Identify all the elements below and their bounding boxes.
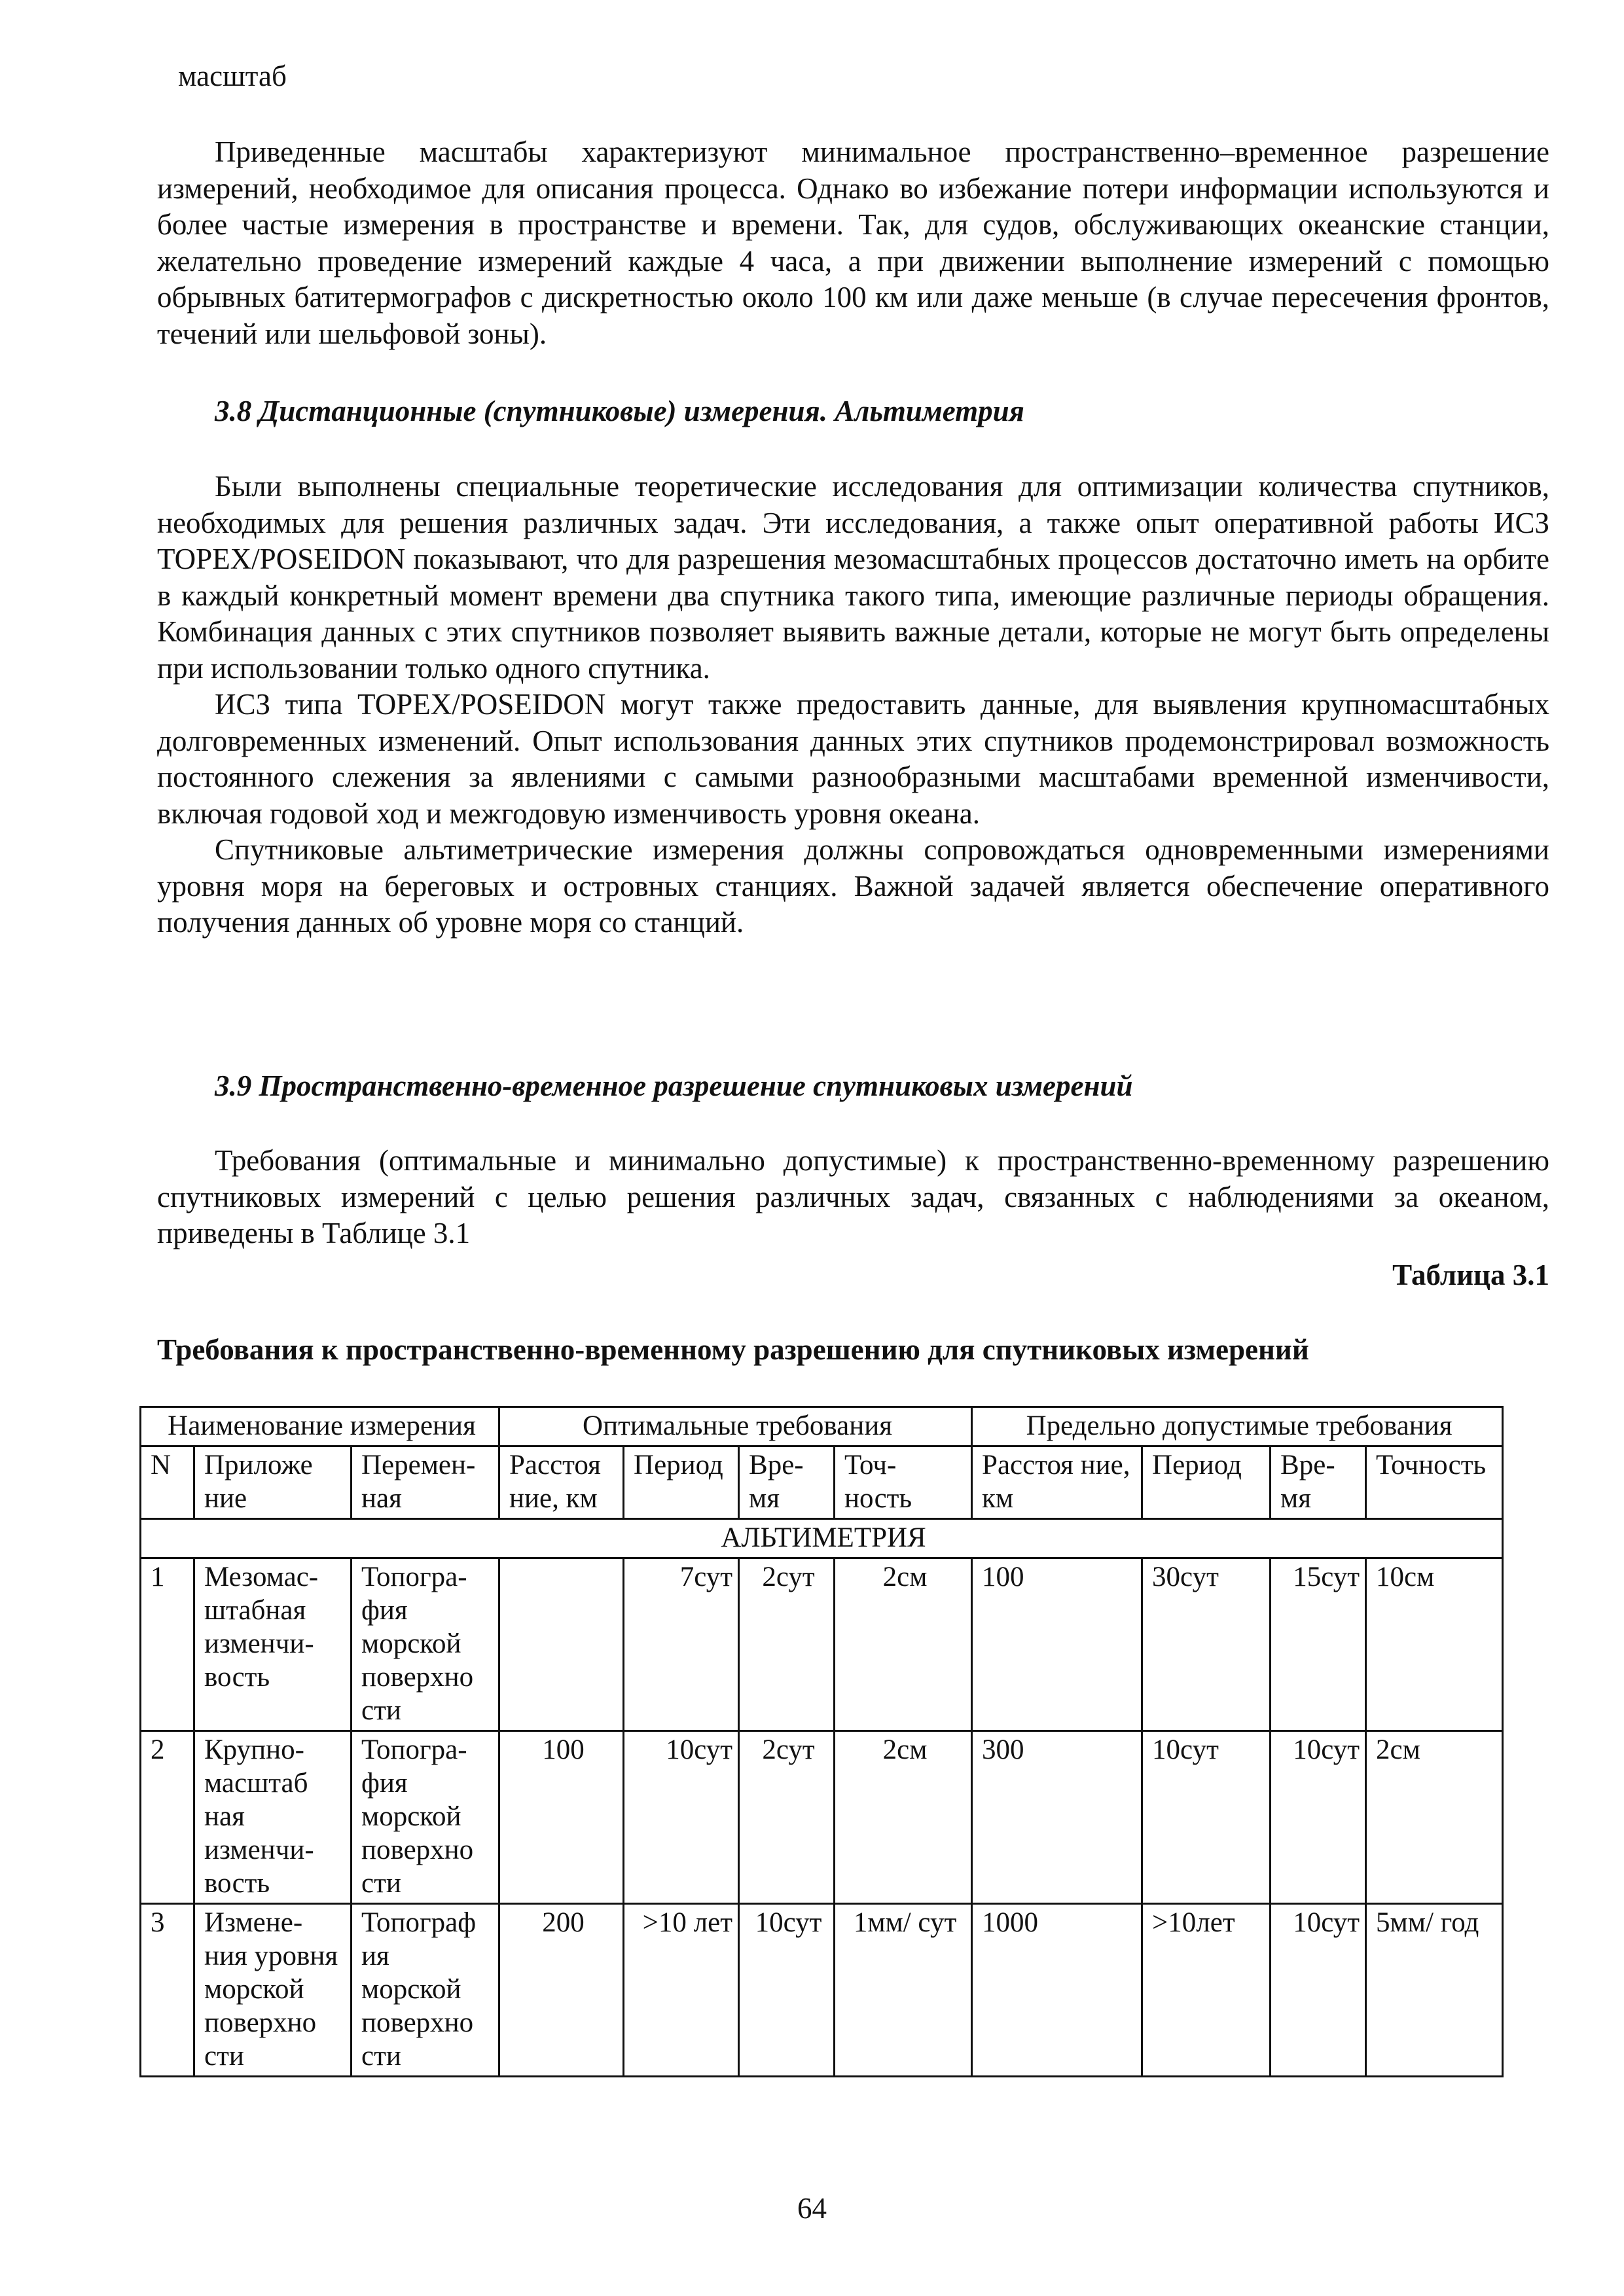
column-header: Вре- мя — [739, 1446, 835, 1519]
table-cell: 2сут — [739, 1558, 835, 1731]
column-header: Расстоя ние, км — [972, 1446, 1142, 1519]
table-cell: 300 — [972, 1731, 1142, 1904]
table-row — [141, 1731, 1503, 1904]
table-cell: 2см — [835, 1731, 972, 1904]
table-cell: 2 — [141, 1731, 194, 1904]
table-cell: 2сут — [739, 1731, 835, 1904]
table-cell: Мезомас- штабная изменчи- вость — [194, 1558, 352, 1731]
paragraph-altimetry: Спутниковые альтиметрические измерения должны сопровождаться одновременными измерениями уровня моря на береговых и островных станциях. Важной задачей является обеспечение оперативного получения данных об уровне моря со станций. — [157, 833, 1549, 939]
column-header: Точность — [1366, 1446, 1503, 1519]
table-cell: 15сут — [1271, 1558, 1366, 1731]
group-header-measurement: Наименование измерения — [141, 1407, 499, 1446]
table-row — [141, 1558, 1503, 1731]
table-cell: Топогра- фия морской поверхно сти — [352, 1731, 499, 1904]
paragraph-requirements — [157, 1143, 1549, 1252]
table-cell: Измене- ния уровня морской поверхно сти — [194, 1904, 352, 2077]
table-label: Таблица 3.1 — [1392, 1259, 1549, 1291]
table-cell: Крупно- масштаб ная изменчи- вость — [194, 1731, 352, 1904]
column-header: N — [141, 1446, 194, 1519]
column-header: Перемен- ная — [352, 1446, 499, 1519]
paragraph-topex: ИСЗ типа TOPEX/POSEIDON могут также предоставить данные, для выявления крупномасштабных долговременных изменений. Опыт использования данных этих спутников продемонстрировал возможность постоянного слежения за явлениями с самыми разнообразными масштабами временной изменчивости, включая годовой ход и межгодовую изменчивость уровня океана. — [157, 688, 1549, 830]
column-header: Расстоя ние, км — [499, 1446, 624, 1519]
column-header: Приложе ние — [194, 1446, 352, 1519]
table-title: Требования к пространственно-временному разрешению для спутниковых измерений — [157, 1333, 1309, 1366]
table-cell: >10лет — [1142, 1904, 1271, 2077]
table-cell: 3 — [141, 1904, 194, 2077]
column-header: Период — [624, 1446, 739, 1519]
group-header-limit: Предельно допустимые требования — [972, 1407, 1503, 1446]
table-cell: Топограф ия морской поверхно сти — [352, 1904, 499, 2077]
column-header: Точ- ность — [835, 1446, 972, 1519]
table-cell: 200 — [499, 1904, 624, 2077]
column-header: Вре- мя — [1271, 1446, 1366, 1519]
table-cell: 2см — [1366, 1731, 1503, 1904]
column-header: Период — [1142, 1446, 1271, 1519]
paragraph-scales — [157, 134, 1549, 352]
table-cell: 10см — [1366, 1558, 1503, 1731]
table-cell: 1мм/ сут — [835, 1904, 972, 2077]
table-column-header-row — [141, 1446, 1503, 1519]
paragraph-requirements-text: Требования (оптимальные и минимально допустимые) к пространственно-временному разрешению спутниковых измерений с целью решения различных задач, связанных с наблюдениями за океаном, приведены в Таблице 3.1 — [157, 1144, 1549, 1249]
requirements-table — [139, 1406, 1504, 2077]
paragraph-satellites: Были выполнены специальные теоретические исследования для оптимизации количества спутников, необходимых для решения различных задач. Эти исследования, а также опыт оперативной работы ИСЗ TOPEX/POSEIDON показывают, что для разрешения мезомасштабных процессов достаточно иметь на орбите в каждый конкретный момент времени два спутника такого типа, имеющие различные периоды обращения. Комбинация данных с этих спутников позволяет выявить важные детали, которые не могут быть определены при использовании только одного спутника. — [157, 470, 1549, 685]
table-cell: Топогра- фия морской поверхно сти — [352, 1558, 499, 1731]
table-cell — [499, 1558, 624, 1731]
section-heading-3-9: 3.9 Пространственно-временное разрешение спутниковых измерений — [215, 1069, 1133, 1102]
table-cell: 10сут — [739, 1904, 835, 2077]
page-number: 64 — [797, 2192, 827, 2225]
table-row — [141, 1904, 1503, 2077]
section-heading-3-8: 3.8 Дистанционные (спутниковые) измерения. Альтиметрия — [215, 395, 1024, 427]
table-cell: 7сут — [624, 1558, 739, 1731]
table-cell: 2см — [835, 1558, 972, 1731]
table-group-header-row — [141, 1407, 1503, 1446]
table-cell: >10 лет — [624, 1904, 739, 2077]
section-3-8-body — [157, 469, 1549, 941]
table-cell: 10сут — [1271, 1731, 1366, 1904]
table-section-row — [141, 1519, 1503, 1558]
paragraph-scales-text: Приведенные масштабы характеризуют минимальное пространственно–временное разрешение измерений, необходимое для описания процесса. Однако во избежание потери информации используются и более частые измерения в пространстве и времени. Так, для судов, обслуживающих океанские станции, желательно проведение измерений каждые 4 часа, а при движении выполнение измерений с помощью обрывных батитермографов с дискретностью около 100 км или даже меньше (в случае пересечения фронтов, течений или шельфовой зоны). — [157, 135, 1549, 350]
section-label-altimetry: АЛЬТИМЕТРИЯ — [141, 1519, 1503, 1558]
table-cell: 100 — [972, 1558, 1142, 1731]
table-cell: 1 — [141, 1558, 194, 1731]
continued-text: масштаб — [178, 60, 287, 92]
table-cell: 10сут — [1142, 1731, 1271, 1904]
table-cell: 30сут — [1142, 1558, 1271, 1731]
table-cell: 1000 — [972, 1904, 1142, 2077]
table-cell: 5мм/ год — [1366, 1904, 1503, 2077]
table-cell: 100 — [499, 1731, 624, 1904]
group-header-optimal: Оптимальные требования — [499, 1407, 972, 1446]
table-cell: 10сут — [624, 1731, 739, 1904]
table-cell: 10сут — [1271, 1904, 1366, 2077]
